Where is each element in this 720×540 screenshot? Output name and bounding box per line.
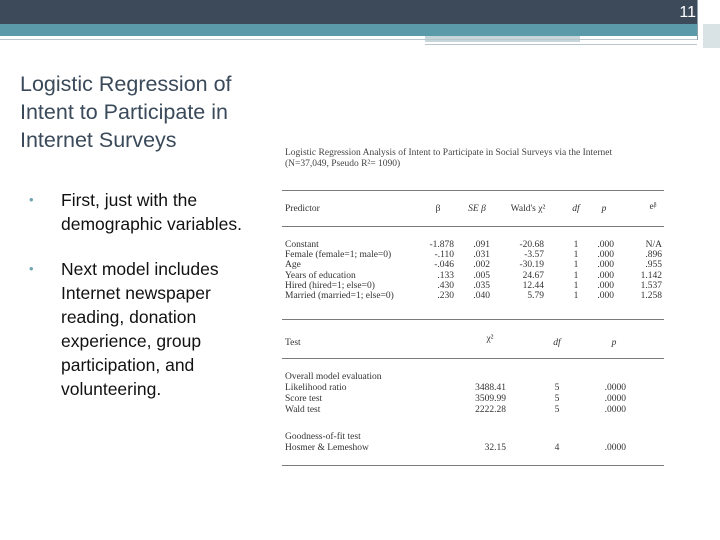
predictor-name: Married (married=1; else=0) [285, 291, 394, 301]
exp-beta-value: .896 [645, 250, 662, 261]
df-value: 1 [573, 280, 579, 291]
header-p: p [601, 204, 607, 214]
df-value: 1 [573, 260, 579, 271]
chi-square-value: 3509.99 [475, 394, 506, 404]
p-value: .000 [597, 291, 614, 301]
header-divider-secondary [425, 44, 697, 45]
test-p-value: .0000 [604, 383, 626, 393]
header-predictor: Predictor [285, 204, 320, 214]
chi-square-value: 3488.41 [475, 383, 506, 393]
df-value: 1 [573, 291, 579, 301]
p-value: .000 [597, 250, 614, 261]
chi-square-value: 2222.28 [475, 405, 506, 415]
table-caption-line: (N=37,049, Pseudo R²= 1090) [285, 159, 401, 169]
beta-value: .230 [437, 291, 454, 301]
table-rule [282, 358, 664, 359]
header-wald: Wald's χ² [510, 204, 546, 214]
predictor-name: Constant [285, 240, 319, 250]
regression-table [282, 146, 666, 471]
wald-value: 12.44 [522, 280, 544, 291]
bullet-dot-icon: • [29, 192, 34, 207]
exp-beta-value: 1.142 [640, 270, 662, 281]
table-rule [282, 319, 664, 320]
header-exp-beta: eᵝ [649, 202, 657, 212]
bullet-item [28, 188, 268, 236]
exp-beta-value: .955 [645, 260, 662, 271]
p-value: .000 [597, 270, 614, 281]
header-beta: β [435, 204, 441, 214]
se-value: .035 [473, 280, 490, 291]
df-value: 1 [573, 250, 579, 261]
se-value: .031 [473, 250, 490, 261]
beta-value: -.110 [434, 250, 454, 261]
wald-value: 24.67 [522, 270, 544, 281]
gof-heading: Goodness-of-fit test [285, 432, 361, 442]
p-value: .000 [597, 240, 614, 250]
p-value: .000 [597, 280, 614, 291]
table-rule [282, 226, 664, 227]
header-frame-edge [697, 0, 698, 40]
slide-title: Logistic Regression of Intent to Participate in Internet Surveys [20, 72, 232, 152]
header-test: Test [285, 338, 301, 348]
exp-beta-value: 1.258 [640, 291, 662, 301]
header-bar [0, 0, 697, 24]
wald-value: 5.79 [527, 291, 544, 301]
test-name: Likelihood ratio [285, 383, 347, 393]
test-p-value: .0000 [604, 443, 626, 453]
header-test-df: df [553, 338, 561, 348]
page-number: 11 [679, 4, 696, 21]
header-se-beta: SE β [468, 204, 486, 214]
bullet-list [28, 188, 268, 422]
test-df-value: 5 [554, 394, 560, 404]
wald-value: -30.19 [519, 260, 544, 271]
bullet-item [28, 257, 268, 401]
header-test-p: p [611, 338, 617, 348]
test-p-value: .0000 [604, 405, 626, 415]
se-value: .040 [473, 291, 490, 301]
table-rule [282, 190, 664, 191]
header-df: df [572, 204, 580, 214]
test-name: Score test [285, 394, 323, 404]
table-caption [285, 148, 665, 170]
beta-value: .133 [437, 270, 454, 281]
test-df-value: 5 [554, 383, 560, 393]
bullet-text: First, just with the demographic variables. [61, 190, 242, 234]
test-df-value: 4 [554, 443, 560, 453]
se-value: .091 [473, 240, 490, 250]
wald-value: -3.57 [524, 250, 544, 261]
bullet-text: Next model includes Internet newspaper reading, donation experience, group participation, and volunteering. [61, 259, 219, 399]
overall-heading: Overall model evaluation [285, 372, 382, 382]
chi-square-value: 32.15 [484, 443, 506, 453]
se-value: .002 [473, 260, 490, 271]
beta-value: -1.878 [429, 240, 454, 250]
table-rule [282, 465, 664, 466]
se-value: .005 [473, 270, 490, 281]
wald-value: -20.68 [519, 240, 544, 250]
test-name: Hosmer & Lemeshow [285, 443, 369, 453]
predictor-name: Hired (hired=1; else=0) [285, 280, 375, 291]
predictor-name: Age [285, 260, 301, 271]
header-chi-square: χ² [486, 334, 494, 344]
beta-value: -.046 [434, 260, 454, 271]
exp-beta-value: N/A [645, 240, 662, 250]
header-corner-block [703, 24, 720, 48]
df-value: 1 [573, 240, 579, 250]
test-df-value: 5 [554, 405, 560, 415]
header-accent-band [0, 24, 697, 36]
exp-beta-value: 1.537 [640, 280, 662, 291]
test-p-value: .0000 [604, 394, 626, 404]
test-name: Wald test [285, 405, 321, 415]
table-caption-line: Logistic Regression Analysis of Intent to Participate in Social Surveys via the Internet [285, 148, 613, 158]
df-value: 1 [573, 270, 579, 281]
bullet-dot-icon: • [29, 261, 34, 276]
p-value: .000 [597, 260, 614, 271]
predictor-name: Female (female=1; male=0) [285, 250, 392, 261]
header-divider [0, 39, 697, 40]
beta-value: .430 [437, 280, 454, 291]
predictor-name: Years of education [285, 270, 356, 281]
